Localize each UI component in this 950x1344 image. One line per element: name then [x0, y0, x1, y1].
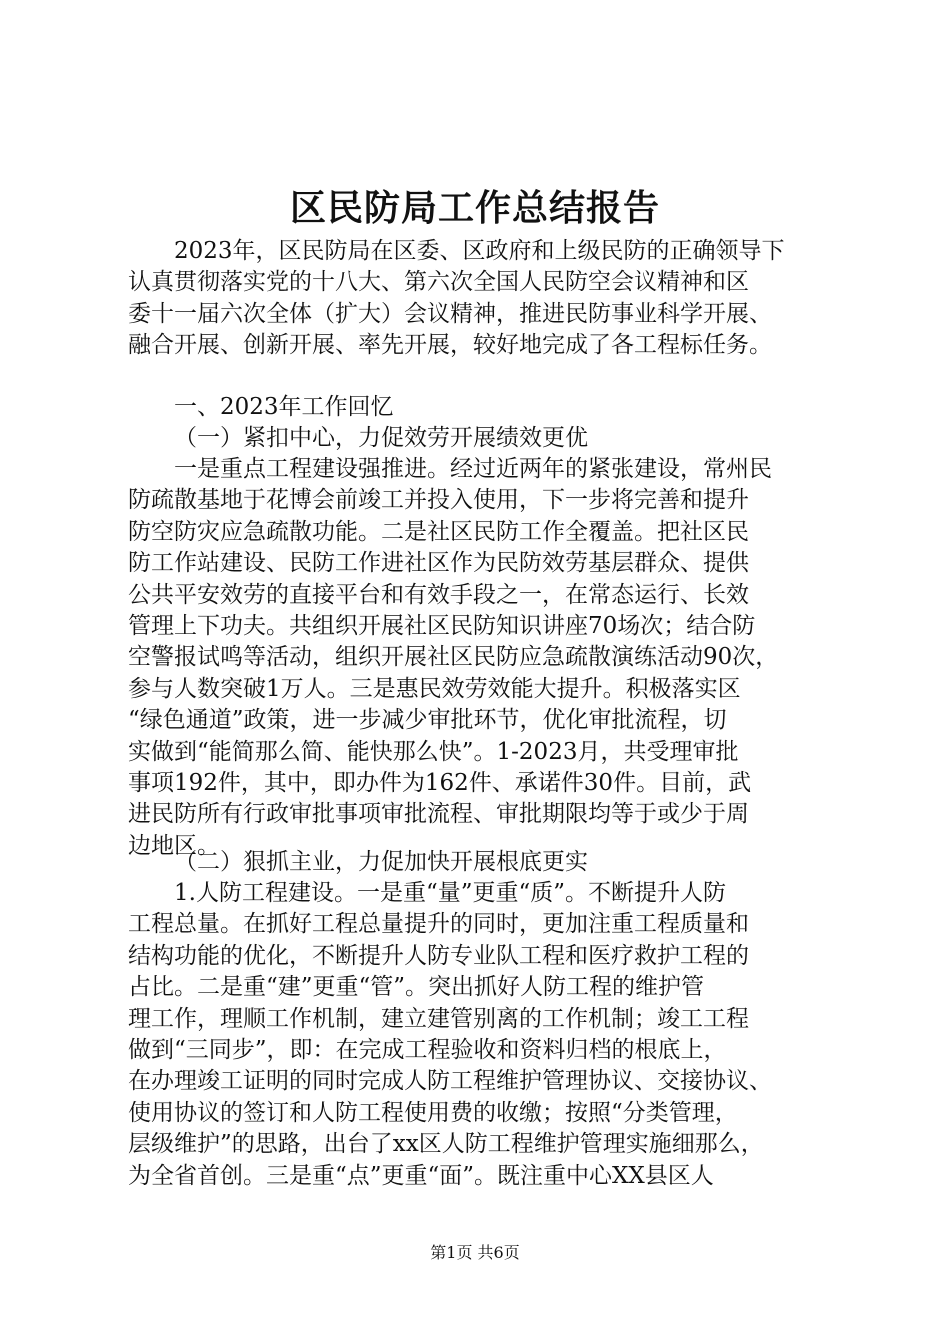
text-line: 委十一届六次全体（扩大）会议精神，推进民防事业科学开展、 — [128, 300, 772, 327]
text-line: 防疏散基地于花博会前竣工并投入使用，下一步将完善和提升 — [128, 487, 749, 514]
text-line: 空警报试鸣等活动，组织开展社区民防应急疏散演练活动90次， — [128, 644, 779, 671]
text-line: “绿色通道”政策，进一步减少审批环节，优化审批流程，切 — [128, 707, 727, 734]
subsection-2-paragraph — [128, 878, 833, 1192]
text-line: 边地区。 — [128, 832, 220, 859]
text-line: 管理上下功夫。共组织开展社区民防知识讲座70场次；结合防 — [128, 612, 756, 639]
text-line: 融合开展、创新开展、率先开展，较好地完成了各工程标任务。 — [128, 332, 772, 359]
text-line: 一是重点工程建设强推进。经过近两年的紧张建设，常州民 — [174, 456, 772, 482]
section-heading-block — [128, 392, 833, 423]
text-line: 实做到“能简那么简、能快那么快”。1-2023月，共受理审批 — [128, 738, 739, 765]
text-line: 防工作站建设、民防工作进社区作为民防效劳基层群众、提供 — [128, 550, 749, 577]
subsection-2-heading-block — [128, 847, 833, 878]
text-line: 防空防灾应急疏散功能。二是社区民防工作全覆盖。把社区民 — [128, 518, 749, 545]
text-line: 做到“三同步”，即：在完成工程验收和资料归档的根底上， — [128, 1036, 727, 1063]
text-line: 占比。二是重“建”更重“管”。突出抓好人防工程的维护管 — [128, 974, 705, 1001]
text-line: 在办理竣工证明的同时完成人防工程维护管理协议、交接协议、 — [128, 1068, 772, 1095]
subsection-1-heading: （一）紧扣中心，力促效劳开展绩效更优 — [174, 425, 588, 451]
text-line: 认真贯彻落实党的十八大、第六次全国人民防空会议精神和区 — [128, 269, 749, 296]
subsection-2-heading: （二）狠抓主业，力促加快开展根底更实 — [174, 849, 588, 875]
intro-paragraph — [128, 236, 833, 362]
text-line: 2023年，区民防局在区委、区政府和上级民防的正确领导下 — [174, 238, 785, 264]
subsection-1-heading-block — [128, 423, 833, 454]
text-line: 事项192件，其中，即办件为162件、承诺件30件。目前，武 — [128, 769, 752, 796]
text-line: 1.人防工程建设。一是重“量”更重“质”。不断提升人防 — [174, 880, 726, 906]
section-heading: 一、2023年工作回忆 — [174, 394, 394, 420]
subsection-1-paragraph — [128, 454, 833, 862]
text-line: 理工作，理顺工作机制，建立建管别离的工作机制；竣工工程 — [128, 1005, 749, 1032]
text-line: 结构功能的优化，不断提升人防专业队工程和医疗救护工程的 — [128, 942, 749, 969]
text-line: 工程总量。在抓好工程总量提升的同时，更加注重工程质量和 — [128, 911, 749, 938]
page-number-footer: 第1页 共6页 — [430, 1243, 520, 1262]
text-line: 公共平安效劳的直接平台和有效手段之一，在常态运行、长效 — [128, 581, 749, 608]
text-line: 参与人数突破1万人。三是惠民效劳效能大提升。积极落实区 — [128, 675, 741, 702]
text-line: 层级维护”的思路，出台了xx区人防工程维护管理实施细那么， — [128, 1131, 764, 1158]
text-line: 使用协议的签订和人防工程使用费的收缴；按照“分类管理， — [128, 1099, 738, 1126]
document-title: 区民防局工作总结报告 — [289, 187, 660, 229]
text-line: 为全省首创。三是重“点”更重“面”。既注重中心XX县区人 — [128, 1162, 714, 1189]
text-line: 进民防所有行政审批事项审批流程、审批期限均等于或少于周 — [128, 801, 749, 828]
